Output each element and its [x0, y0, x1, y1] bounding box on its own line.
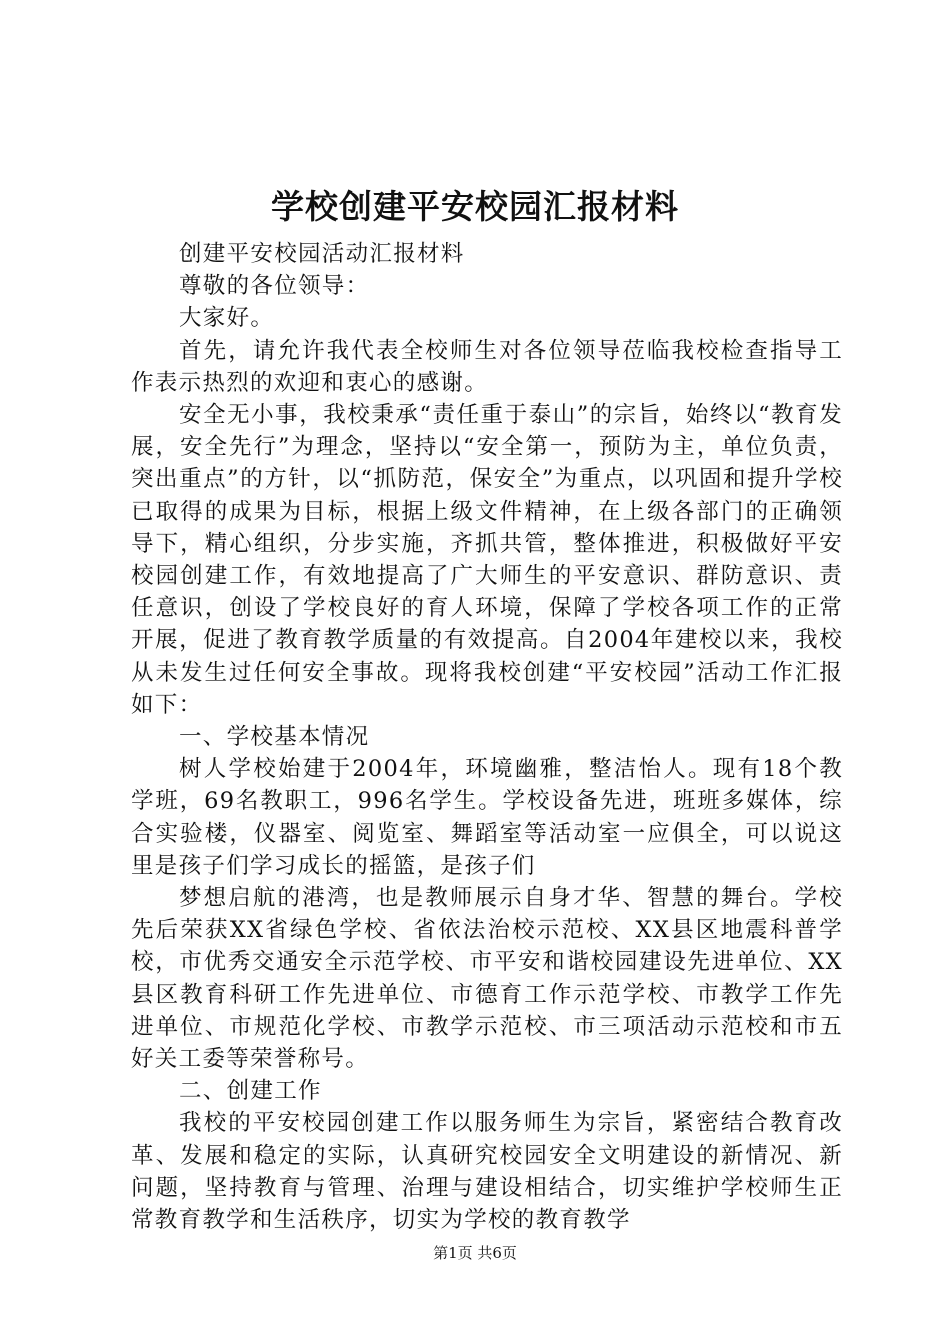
salutation-line: 尊敬的各位领导：	[179, 273, 370, 300]
paragraph-safety-overview: 安全无小事，我校秉承“责任重于泰山”的宗旨，始终以“教育发展，安全先行”为理念，坚持以“安全第一，预防为主，单位负责，突出重点”的方针，以“抓防范，保安全”为重点，以巩固和提升学校已取得的成果为目标，根据上级文件精神，在上级各部门的正确领导下，精心组织，分步实施，齐抓共管，整体推进，积极做好平安校园创建工作，有效地提高了广大师生的平安意识、群防意识、责任意识，创设了学校良好的育人环境，保障了学校各项工作的正常开展，促进了教育教学质量的有效提高。自2004年建校以来，我校从未发生过任何安全事故。现将我校创建“平安校园”活动工作汇报如下：	[131, 402, 843, 718]
document-body	[131, 238, 843, 1236]
paragraph-school-info: 树人学校始建于2004年，环境幽雅，整洁怡人。现有18个教学班，69名教职工，996名学生。学校设备先进，班班多媒体，综合实验楼，仪器室、阅览室、舞蹈室等活动室一应俱全，可以说这里是孩子们学习成长的摇篮，是孩子们	[131, 756, 843, 879]
section-heading-basic-info: 一、学校基本情况	[179, 724, 370, 751]
greeting-line: 大家好。	[179, 305, 275, 332]
paragraph-honors: 梦想启航的港湾，也是教师展示自身才华、智慧的舞台。学校先后荣获XX省绿色学校、省依法治校示范校、XX县区地震科普学校，市优秀交通安全示范学校、市平安和谐校园建设先进单位、XX县区教育科研工作先进单位、市德育工作示范学校、市教学工作先进单位、市规范化学校、市教学示范校、市三项活动示范校和市五好关工委等荣誉称号。	[131, 885, 843, 1073]
subtitle-line: 创建平安校园活动汇报材料	[179, 241, 465, 267]
page-footer: 第1页 共6页	[433, 1244, 517, 1262]
document-title: 学校创建平安校园汇报材料	[271, 187, 679, 226]
section-heading-creation-work: 二、创建工作	[179, 1078, 322, 1105]
paragraph-creation-work: 我校的平安校园创建工作以服务师生为宗旨，紧密结合教育改革、发展和稳定的实际，认真研究校园安全文明建设的新情况、新问题，坚持教育与管理、治理与建设相结合，切实维护学校师生正常教育教学和生活秩序，切实为学校的教育教学	[131, 1110, 843, 1234]
paragraph-intro-thanks: 首先，请允许我代表全校师生对各位领导莅临我校检查指导工作表示热烈的欢迎和衷心的感谢。	[131, 337, 843, 396]
